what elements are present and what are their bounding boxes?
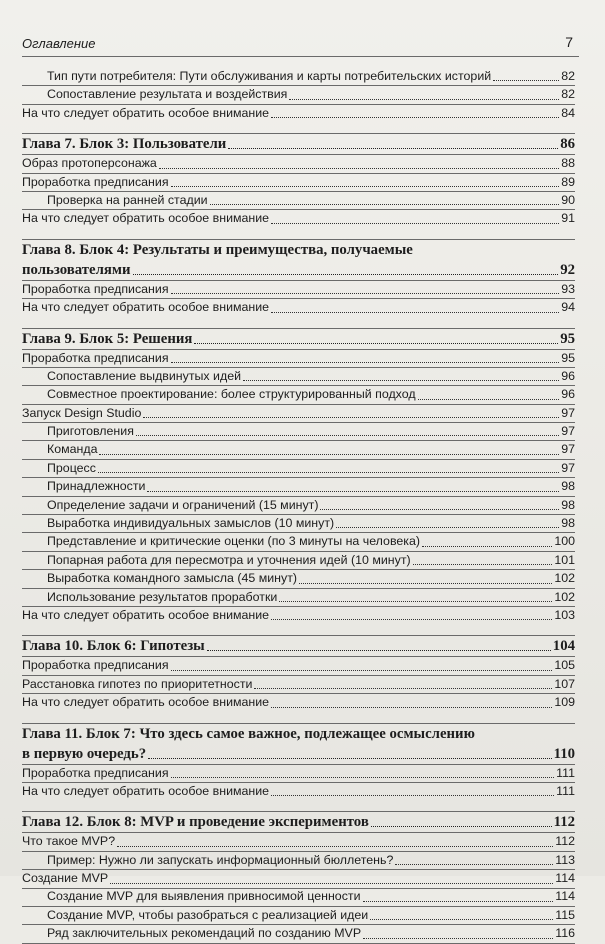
entry-page-number: 91 bbox=[561, 211, 575, 226]
entry-page-number: 84 bbox=[561, 105, 575, 120]
entry-page-number: 96 bbox=[561, 368, 575, 383]
dot-leader bbox=[143, 417, 559, 418]
entry-title: Представление и критические оценки (по 3 минуты на человека) bbox=[47, 534, 420, 549]
chapter-page-number: 92 bbox=[560, 261, 575, 278]
entry-title: Приготовления bbox=[47, 424, 134, 439]
toc-item[interactable] bbox=[22, 405, 575, 422]
entry-title: Совместное проектирование: более структурированный подход bbox=[47, 387, 416, 402]
entry-page-number: 116 bbox=[555, 926, 575, 941]
dot-leader bbox=[171, 670, 553, 671]
toc-subitem[interactable] bbox=[22, 441, 575, 458]
dot-leader bbox=[363, 901, 554, 902]
dot-leader bbox=[370, 919, 553, 920]
dot-leader bbox=[210, 204, 560, 205]
toc-subitem[interactable] bbox=[22, 852, 575, 869]
dot-leader bbox=[99, 454, 559, 455]
toc-item[interactable] bbox=[22, 155, 575, 172]
entry-page-number: 101 bbox=[554, 552, 575, 567]
dot-leader bbox=[228, 148, 558, 149]
dot-leader bbox=[194, 343, 558, 344]
chapter-page-number: 95 bbox=[560, 330, 575, 347]
dot-leader bbox=[289, 99, 559, 100]
entry-title: Процесс bbox=[47, 460, 96, 475]
dot-leader bbox=[207, 650, 551, 651]
entry-page-number: 93 bbox=[561, 281, 575, 296]
dot-leader bbox=[271, 312, 559, 313]
toc-subitem[interactable] bbox=[22, 907, 575, 924]
dot-leader bbox=[271, 223, 559, 224]
entry-page-number: 88 bbox=[561, 156, 575, 171]
dot-leader bbox=[299, 583, 552, 584]
entry-page-number: 98 bbox=[561, 479, 575, 494]
toc-subitem[interactable] bbox=[22, 925, 575, 942]
toc-item[interactable] bbox=[22, 833, 575, 850]
entry-title: Проработка предписания bbox=[22, 174, 169, 189]
toc-subitem[interactable] bbox=[22, 533, 575, 550]
chapter-title-line2: пользователями bbox=[22, 261, 131, 278]
toc-item[interactable] bbox=[22, 783, 575, 800]
toc-item[interactable] bbox=[22, 174, 575, 191]
toc-chapter[interactable] bbox=[22, 134, 575, 154]
dot-leader bbox=[136, 435, 559, 436]
toc-subitem[interactable] bbox=[22, 423, 575, 440]
dot-leader bbox=[320, 509, 559, 510]
entry-title: Ряд заключительных рекомендаций по созданию MVP bbox=[47, 926, 362, 941]
entry-title: Попарная работа для пересмотра и уточнения идей (10 минут) bbox=[47, 552, 411, 567]
dot-leader bbox=[271, 117, 559, 118]
entry-page-number: 90 bbox=[561, 192, 575, 207]
entry-page-number: 97 bbox=[561, 405, 575, 420]
toc-chapter[interactable] bbox=[22, 240, 575, 280]
toc-item[interactable] bbox=[22, 694, 575, 711]
dot-leader bbox=[271, 795, 554, 796]
chapter-title-line2-row bbox=[22, 260, 575, 280]
toc-subitem[interactable] bbox=[22, 192, 575, 209]
toc-item[interactable] bbox=[22, 607, 575, 624]
dot-leader bbox=[279, 601, 552, 602]
dot-leader bbox=[171, 293, 560, 294]
toc-item[interactable] bbox=[22, 765, 575, 782]
entry-title: Расстановка гипотез по приоритетности bbox=[22, 676, 253, 691]
toc-subitem[interactable] bbox=[22, 68, 575, 85]
toc-subitem[interactable] bbox=[22, 515, 575, 532]
toc-chapter[interactable] bbox=[22, 329, 575, 349]
chapter-title: Глава 12. Блок 8: MVP и проведение экспериментов bbox=[22, 814, 369, 831]
section-gap bbox=[22, 800, 575, 811]
entry-page-number: 82 bbox=[561, 68, 575, 83]
entry-title: Что такое MVP? bbox=[22, 834, 116, 849]
dot-leader bbox=[418, 399, 560, 400]
entry-title: На что следует обратить особое внимание bbox=[22, 783, 270, 798]
toc-subitem[interactable] bbox=[22, 86, 575, 103]
entry-title: На что следует обратить особое внимание bbox=[22, 695, 270, 710]
entry-title: Пример: Нужно ли запускать информационный бюллетень? bbox=[47, 852, 394, 867]
chapter-page-number: 112 bbox=[553, 814, 575, 831]
dot-leader bbox=[171, 777, 555, 778]
dot-leader bbox=[98, 472, 559, 473]
toc-item[interactable] bbox=[22, 299, 575, 316]
section-gap bbox=[22, 712, 575, 723]
toc-item[interactable] bbox=[22, 870, 575, 887]
dot-leader bbox=[271, 707, 552, 708]
entry-title: Проработка предписания bbox=[22, 658, 169, 673]
dot-leader bbox=[413, 564, 553, 565]
entry-page-number: 112 bbox=[555, 834, 575, 849]
entry-title: Проработка предписания bbox=[22, 765, 169, 780]
entry-page-number: 113 bbox=[555, 852, 575, 867]
dot-leader bbox=[336, 527, 559, 528]
entry-page-number: 97 bbox=[561, 424, 575, 439]
dot-leader bbox=[243, 380, 559, 381]
entry-page-number: 111 bbox=[556, 783, 575, 798]
entry-page-number: 107 bbox=[554, 676, 575, 691]
toc-subitem[interactable] bbox=[22, 368, 575, 385]
section-gap bbox=[22, 317, 575, 328]
toc-subitem[interactable] bbox=[22, 497, 575, 514]
entry-page-number: 102 bbox=[554, 571, 575, 586]
section-gap bbox=[22, 228, 575, 239]
toc-subitem[interactable] bbox=[22, 386, 575, 403]
dot-leader bbox=[371, 826, 552, 827]
dot-leader bbox=[159, 168, 559, 169]
section-gap bbox=[22, 624, 575, 635]
dot-leader bbox=[363, 938, 553, 939]
entry-title: На что следует обратить особое внимание bbox=[22, 105, 270, 120]
entry-title: Сопоставление выдвинутых идей bbox=[47, 368, 242, 383]
toc-chapter[interactable] bbox=[22, 724, 575, 764]
toc-subitem[interactable] bbox=[22, 478, 575, 495]
entry-title: Принадлежности bbox=[47, 479, 146, 494]
chapter-title-line2-row bbox=[22, 744, 575, 764]
chapter-title: Глава 10. Блок 6: Гипотезы bbox=[22, 638, 205, 655]
entry-page-number: 115 bbox=[555, 907, 575, 922]
dot-leader bbox=[422, 546, 552, 547]
chapter-title-line1: Глава 11. Блок 7: Что здесь самое важное, подлежащее осмыслению bbox=[22, 725, 475, 742]
dot-leader bbox=[171, 186, 560, 187]
running-title: Оглавление bbox=[22, 36, 96, 51]
chapter-page-number: 86 bbox=[560, 136, 575, 153]
page-number: 7 bbox=[565, 34, 573, 50]
toc-item[interactable] bbox=[22, 676, 575, 693]
entry-title: Определение задачи и ограничений (15 минут) bbox=[47, 497, 319, 512]
entry-title: Выработка индивидуальных замыслов (10 минут) bbox=[47, 516, 335, 531]
dot-leader bbox=[171, 362, 560, 363]
toc-chapter[interactable] bbox=[22, 636, 575, 656]
entry-title: Сопоставление результата и воздействия bbox=[47, 87, 288, 102]
entry-title: Команда bbox=[47, 442, 98, 457]
entry-page-number: 103 bbox=[554, 607, 575, 622]
toc-item[interactable] bbox=[22, 281, 575, 298]
toc-subitem[interactable] bbox=[22, 570, 575, 587]
dot-leader bbox=[148, 758, 551, 759]
dot-leader bbox=[133, 274, 559, 275]
toc-item[interactable] bbox=[22, 105, 575, 122]
entry-title: Выработка командного замысла (45 минут) bbox=[47, 571, 298, 586]
entry-title: Создание MVP bbox=[22, 871, 109, 886]
entry-page-number: 97 bbox=[561, 460, 575, 475]
chapter-page-number: 104 bbox=[552, 638, 575, 655]
entry-page-number: 96 bbox=[561, 387, 575, 402]
section-gap bbox=[22, 122, 575, 133]
toc-subitem[interactable] bbox=[22, 889, 575, 906]
entry-page-number: 89 bbox=[561, 174, 575, 189]
entry-title: На что следует обратить особое внимание bbox=[22, 607, 270, 622]
entry-page-number: 94 bbox=[561, 300, 575, 315]
entry-page-number: 97 bbox=[561, 442, 575, 457]
entry-page-number: 98 bbox=[561, 516, 575, 531]
chapter-page-number: 110 bbox=[553, 745, 575, 762]
entry-title: Проверка на ранней стадии bbox=[47, 192, 208, 207]
entry-page-number: 102 bbox=[554, 589, 575, 604]
entry-page-number: 105 bbox=[554, 658, 575, 673]
chapter-title: Глава 7. Блок 3: Пользователи bbox=[22, 136, 227, 153]
toc-subitem[interactable] bbox=[22, 552, 575, 569]
toc-chapter[interactable] bbox=[22, 812, 575, 832]
toc-item[interactable] bbox=[22, 350, 575, 367]
entry-page-number: 98 bbox=[561, 497, 575, 512]
entry-page-number: 114 bbox=[555, 889, 575, 904]
entry-page-number: 95 bbox=[561, 350, 575, 365]
entry-title: На что следует обратить особое внимание bbox=[22, 211, 270, 226]
dot-leader bbox=[395, 864, 553, 865]
entry-page-number: 111 bbox=[556, 765, 575, 780]
entry-page-number: 114 bbox=[555, 871, 575, 886]
chapter-title: Глава 9. Блок 5: Решения bbox=[22, 330, 193, 347]
dot-leader bbox=[117, 846, 553, 847]
dot-leader bbox=[147, 491, 559, 492]
entry-title: Запуск Design Studio bbox=[22, 405, 142, 420]
entry-title: На что следует обратить особое внимание bbox=[22, 300, 270, 315]
entry-title: Использование результатов проработки bbox=[47, 589, 278, 604]
toc-subitem[interactable] bbox=[22, 460, 575, 477]
entry-title: Образ протоперсонажа bbox=[22, 156, 157, 171]
chapter-title-line1: Глава 8. Блок 4: Результаты и преимущества, получаемые bbox=[22, 241, 413, 258]
dot-leader bbox=[254, 688, 552, 689]
entry-page-number: 82 bbox=[561, 87, 575, 102]
dot-leader bbox=[271, 619, 552, 620]
entry-title: Проработка предписания bbox=[22, 350, 169, 365]
entry-title: Создание MVP, чтобы разобраться с реализацией идеи bbox=[47, 907, 369, 922]
entry-title: Тип пути потребителя: Пути обслуживания и карты потребительских историй bbox=[47, 68, 492, 83]
dot-leader bbox=[110, 883, 553, 884]
toc-item[interactable] bbox=[22, 210, 575, 227]
chapter-title-line2: в первую очередь? bbox=[22, 745, 147, 762]
page-header bbox=[22, 30, 579, 57]
table-of-contents bbox=[22, 68, 575, 944]
toc-item[interactable] bbox=[22, 657, 575, 674]
entry-title: Создание MVP для выявления привносимой ценности bbox=[47, 889, 361, 904]
toc-subitem[interactable] bbox=[22, 589, 575, 606]
dot-leader bbox=[493, 80, 559, 81]
entry-title: Проработка предписания bbox=[22, 281, 169, 296]
entry-page-number: 100 bbox=[554, 534, 575, 549]
entry-page-number: 109 bbox=[554, 695, 575, 710]
